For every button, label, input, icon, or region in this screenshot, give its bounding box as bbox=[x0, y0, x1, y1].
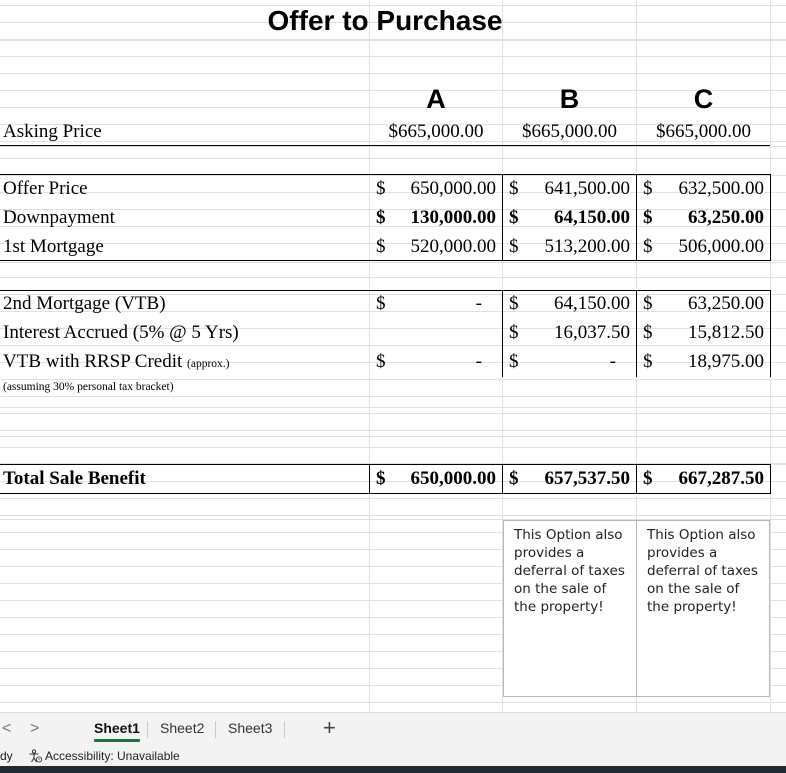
asking-price-b[interactable]: $665,000.00 bbox=[522, 121, 617, 142]
first-mortgage-a[interactable]: $ 520,000.00 bbox=[376, 236, 496, 257]
taskbar-edge bbox=[0, 766, 786, 773]
sheet-tab-bar bbox=[0, 712, 786, 746]
downpayment-b[interactable]: $ 64,150.00 bbox=[509, 207, 630, 228]
tab-separator bbox=[284, 721, 285, 738]
total-sale-benefit-label[interactable]: Total Sale Benefit bbox=[3, 468, 146, 489]
second-mortgage-a[interactable]: $ - bbox=[376, 293, 482, 314]
tab-sheet1[interactable]: Sheet1 bbox=[82, 713, 152, 746]
downpayment-a[interactable]: $ 130,000.00 bbox=[376, 207, 496, 228]
second-mortgage-label[interactable]: 2nd Mortgage (VTB) bbox=[3, 293, 166, 314]
offer-price-a[interactable]: $ 650,000.00 bbox=[376, 178, 496, 199]
border-line bbox=[0, 145, 770, 146]
prev-sheet-icon[interactable]: < bbox=[2, 720, 12, 737]
vtb-rrsp-c[interactable]: $ 18,975.00 bbox=[643, 351, 764, 372]
second-mortgage-b[interactable]: $ 64,150.00 bbox=[509, 293, 630, 314]
total-sale-benefit-a[interactable]: $ 650,000.00 bbox=[376, 468, 496, 489]
interest-accrued-label[interactable]: Interest Accrued (5% @ 5 Yrs) bbox=[3, 322, 239, 343]
interest-accrued-c[interactable]: $ 15,812.50 bbox=[643, 322, 764, 343]
asking-price-label[interactable]: Asking Price bbox=[3, 121, 102, 142]
note-textbox-c[interactable]: This Option also provides a deferral of taxes on the sale of the property! bbox=[636, 520, 770, 697]
first-mortgage-label[interactable]: 1st Mortgage bbox=[3, 236, 104, 257]
gridline bbox=[0, 262, 786, 263]
vtb-rrsp-a[interactable]: $ - bbox=[376, 351, 482, 372]
sheet-title[interactable]: Offer to Purchase bbox=[267, 5, 503, 36]
second-mortgage-c[interactable]: $ 63,250.00 bbox=[643, 293, 764, 314]
asking-price-a[interactable]: $665,000.00 bbox=[388, 121, 484, 142]
gridline bbox=[0, 146, 786, 147]
note-textbox-b[interactable]: This Option also provides a deferral of taxes on the sale of the property! bbox=[503, 520, 637, 697]
column-header-a[interactable]: A bbox=[426, 84, 446, 114]
offer-price-c[interactable]: $ 632,500.00 bbox=[643, 178, 764, 199]
tab-sheet2[interactable]: Sheet2 bbox=[160, 720, 205, 736]
vtb-rrsp-label[interactable]: VTB with RRSP Credit (approx.) bbox=[3, 351, 230, 372]
border-line bbox=[770, 464, 771, 494]
accessibility-status[interactable]: Accessibility: Unavailable bbox=[45, 749, 180, 763]
offer-price-label[interactable]: Offer Price bbox=[3, 178, 88, 199]
first-mortgage-b[interactable]: $ 513,200.00 bbox=[509, 236, 630, 257]
first-mortgage-c[interactable]: $ 506,000.00 bbox=[643, 236, 764, 257]
asking-price-c[interactable]: $665,000.00 bbox=[656, 121, 751, 142]
total-sale-benefit-b[interactable]: $ 657,537.50 bbox=[509, 468, 630, 489]
downpayment-label[interactable]: Downpayment bbox=[3, 207, 115, 228]
border-line bbox=[0, 260, 770, 261]
add-sheet-button[interactable]: + bbox=[323, 715, 336, 740]
gridline bbox=[0, 407, 786, 408]
border-line bbox=[770, 290, 771, 377]
vtb-rrsp-b[interactable]: $ - bbox=[509, 351, 616, 372]
column-header-c[interactable]: C bbox=[693, 84, 714, 114]
downpayment-c[interactable]: $ 63,250.00 bbox=[643, 207, 764, 228]
tax-bracket-note[interactable]: (assuming 30% personal tax bracket) bbox=[3, 381, 174, 393]
status-bar bbox=[0, 746, 786, 766]
gridline bbox=[0, 40, 786, 41]
border-line bbox=[0, 174, 770, 175]
next-sheet-icon[interactable]: > bbox=[30, 720, 40, 737]
tab-sheet3[interactable]: Sheet3 bbox=[228, 720, 273, 736]
ready-status: dy bbox=[0, 749, 13, 763]
border-line bbox=[0, 464, 770, 465]
offer-price-b[interactable]: $ 641,500.00 bbox=[509, 178, 630, 199]
border-line bbox=[770, 174, 771, 261]
gridline bbox=[0, 436, 786, 437]
total-sale-benefit-c[interactable]: $ 667,287.50 bbox=[643, 468, 764, 489]
interest-accrued-b[interactable]: $ 16,037.50 bbox=[509, 322, 630, 343]
border-line bbox=[0, 493, 770, 494]
column-header-b[interactable]: B bbox=[559, 84, 580, 114]
accessibility-icon[interactable] bbox=[28, 749, 42, 763]
